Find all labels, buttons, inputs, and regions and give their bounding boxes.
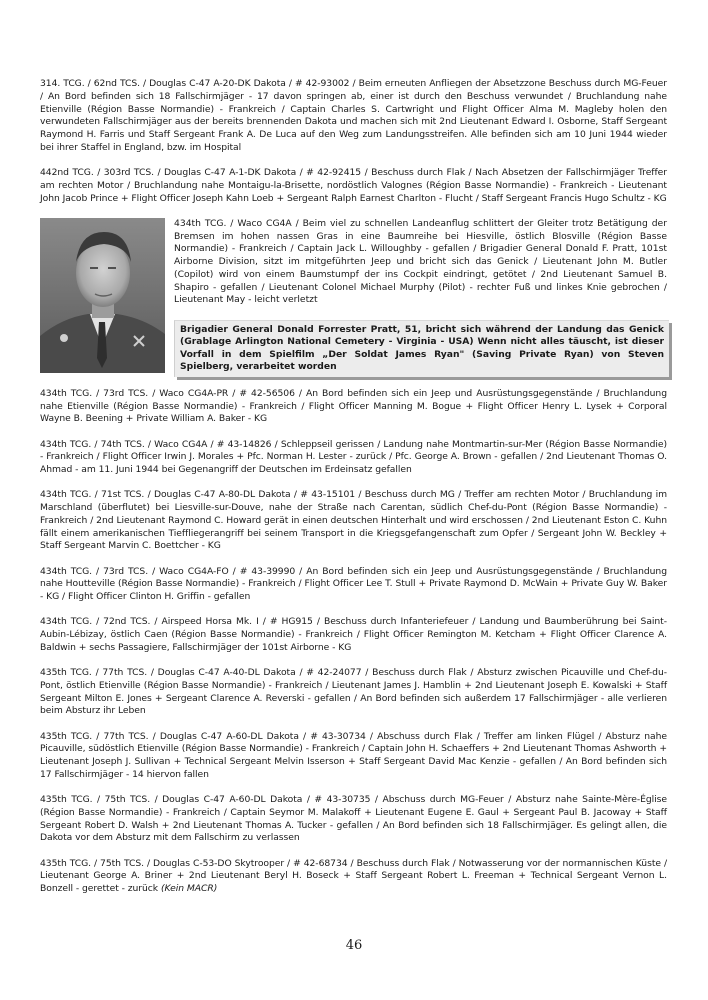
page-number: 46 — [345, 938, 363, 953]
entry-442nd-303rd: 442nd TCG. / 303rd TCS. / Douglas C-47 A-1-DK Dakota / # 42-92415 / Beschuss durch Flak / Nach Absetzen der Fallschirmjäger Treffer am rechten Motor / Bruchlandung nahe Montaigu-la-Brisette, nordöstlich Valognes (Région Basse Normandie) - Frankreich - Lieutenant John Jacob Prince + Flight Officer Joseph Kahn Loeb + Sergeant Ralph Earnest Charlton - Flucht / Staff Sergeant Francis Hugo Schultz - KG — [40, 167, 667, 204]
entry-434th-73rd-39990: 434th TCG. / 73rd TCS. / Waco CG4A-FO / # 43-39990 / An Bord befinden sich ein Jeep und Ausrüstungsgegenstände / Bruchlandung nahe Houtteville (Région Basse Normandie) - Frankreich / Flight Officer Lee T. Stull + Private Raymond D. McWain + Private Guy W. Baker - KG / Flight Officer Clinton H. Griffin - gefallen — [40, 565, 667, 602]
entry-435th-75th-30735: 435th TCG. / 75th TCS. / Douglas C-47 A-60-DL Dakota / # 43-30735 / Abschuss durch MG-Feuer / Absturz nahe Sainte-Mère-Église (Région Basse Normandie) - Frankreich / Captain Seymor M. Malakoff + Lieutenant Eugene E. Gaul + Sergeant Paul B. Jacoway + Staff Sergeant Robert D. Walsh + 2nd Lieutenant Thomas A. Tucker - gefallen / An Bord befinden sich 18 Fallschirmjäger. Es gelingt allen, die Dakota vor dem Absturz mit dem Fallschirm zu verlassen — [40, 794, 667, 844]
entry-434th-waco-pratt: 434th TCG. / Waco CG4A / Beim viel zu schnellen Landeanflug schlittert der Gleiter trotz Betätigung der Bremsen im hohen nassen Gras in eine Baumreihe bei Hiesville, östlich Blosville (Région Basse Normandie) - Frankreich / Captain Jack L. Willoughby - gefallen / Brigadier General Donald F. Pratt, 101st Airborne Division, sitzt im mitgeführten Jeep und bricht sich das Genick / Lieutenant John M. Butler (Copilot) wird von einem Baumstumpf der ins Cockpit eindringt, getötet / 2nd Lieutenant Samuel B. Shapiro - gefallen / Lieutenant Colonel Michael Murphy (Pilot) - rechter Fuß und linkes Knie gebrochen / Lieutenant May - leicht verletzt — [174, 217, 667, 306]
photo-entry-block — [40, 218, 667, 376]
entry-435th-75th-68734 — [40, 858, 667, 896]
entry-434th-71st-15101: 434th TCG. / 71st TCS. / Douglas C-47 A-80-DL Dakota / # 43-15101 / Beschuss durch MG / Treffer am rechten Motor / Bruchlandung im Marschland (überflutet) bei Liesville-sur-Douve, nahe der Straße nach Carentan, südlich Chef-du-Pont (Région Basse Normandie) - Frankreich / 2nd Lieutenant Raymond C. Howard gerät in einen deutschen Hinterhalt und wird erschossen / 2nd Lieutenant Eston C. Kuhn fällt einem amerikanischen Tieffliegerangriff bei seinem Transport in die Kriegsgefangenschaft zum Opfer / Sergeant John W. Beckley + Staff Sergeant Marvin C. Boettcher - KG — [40, 489, 667, 552]
portrait-photo — [40, 218, 165, 373]
entry-434th-72nd-hg915: 434th TCG. / 72nd TCS. / Airspeed Horsa Mk. I / # HG915 / Beschuss durch Infanteriefeuer / Landung und Baumberührung bei Saint-Aubin-Lébizay, östlich Caen (Région Basse Normandie) - Frankreich / Flight Officer Remington M. Ketcham + Flight Officer Clarence A. Baldwin + sechs Passagiere, Fallschirmjäger der 101st Airborne - KG — [40, 616, 667, 653]
document-page — [40, 78, 667, 908]
entry-435th-77th-30734: 435th TCG. / 77th TCS. / Douglas C-47 A-60-DL Dakota / # 43-30734 / Abschuss durch Flak / Treffer am linken Flügel / Absturz nahe Picauville, südöstlich Etienville (Région Basse Normandie) - Frankreich / Captain John H. Schaeffers + 2nd Lieutenant Thomas Ashworth + Lieutenant Joseph J. Sullivan + Technical Sergeant Melvin Isserson + Staff Sergeant David Mac Kenzie - gefallen / An Bord befinden sich 17 Fallschirmjäger - 14 hiervon fallen — [40, 730, 667, 780]
photo-caption: Brigadier General Donald Forrester Pratt, 51, bricht sich während der Landung das Genick (Grablage Arlington National Cemetery - Virginia - USA) Wenn nicht alles täuscht, ist dieser Vorfall in dem Spielfilm „Der Soldat James Ryan" (Saving Private Ryan) von Steven Spielberg, verarbeitet worden — [174, 320, 669, 377]
entry-314-62nd: 314. TCG. / 62nd TCS. / Douglas C-47 A-20-DK Dakota / # 42-93002 / Beim erneuten Anfliegen der Absetzzone Beschuss durch MG-Feuer / An Bord befinden sich 18 Fallschirmjäger - 17 davon springen ab, einer ist durch den Beschuss verwundet / Bruchlandung nahe Etienville (Région Basse Normandie) - Frankreich / Captain Charles S. Cartwright und Flight Officer Alma M. Magleby holen den verwundeten Fallschirmjäger aus der bereits brennenden Dakota und machen sich mit 2nd Lieutenant Edward I. Osborne, Staff Sergeant Raymond H. Farris und Staff Sergeant Frank A. De Luca auf den Weg zum Landungsstreifen. Alle befinden sich am 10 Juni 1944 wieder bei ihrer Staffel in England, bzw. im Hospital — [40, 78, 667, 153]
macr-note: (Kein MACR) — [160, 883, 218, 894]
entry-text: 435th TCG. / 75th TCS. / Douglas C-53-DO Skytrooper / # 42-68734 / Beschuss durch Flak / Notwasserung vor der normannischen Küste / Lieutenant George A. Briner + 2nd Lieutenant Beryl H. Boseck + Staff Sergeant Robert L. Freeman + Technical Sergeant Vernon L. Bonzell - gerettet - zurück — [40, 857, 667, 894]
entry-434th-73rd-56506: 434th TCG. / 73rd TCS. / Waco CG4A-PR / # 42-56506 / An Bord befinden sich ein Jeep und Ausrüstungsgegenstände / Bruchlandung nahe Etienville (Région Basse Normandie) - Frankreich / Flight Officer Manning M. Bogue + Flight Officer Henry L. Lysek + Corporal Wayne B. Beening + Private William A. Baker - KG — [40, 387, 667, 425]
entry-434th-74th-14826: 434th TCG. / 74th TCS. / Waco CG4A / # 43-14826 / Schleppseil gerissen / Landung nahe Montmartin-sur-Mer (Région Basse Normandie) - Frankreich / Flight Officer Irwin J. Morales + Pfc. Norman H. Lester - zurück / Pfc. George A. Brown - gefallen / 2nd Lieutenant Thomas O. Ahmad - am 11. Juni 1944 bei Gegenangriff der Deutschen im Erdeinsatz gefallen — [40, 438, 667, 475]
entry-435th-77th-24077: 435th TCG. / 77th TCS. / Douglas C-47 A-40-DL Dakota / # 42-24077 / Beschuss durch Flak / Absturz zwischen Picauville und Chef-du-Pont, östlich Etienville (Région Basse Normandie) - Frankreich / Lieutenant James J. Hamblin + 2nd Lieutenant Joseph E. Kowalski + Staff Sergeant Milton E. Jones + Sergeant Clarence A. Reverski - gefallen / An Bord befinden sich außerdem 17 Fallschirmjäger - alle verlieren beim Absturz ihr Leben — [40, 667, 667, 717]
